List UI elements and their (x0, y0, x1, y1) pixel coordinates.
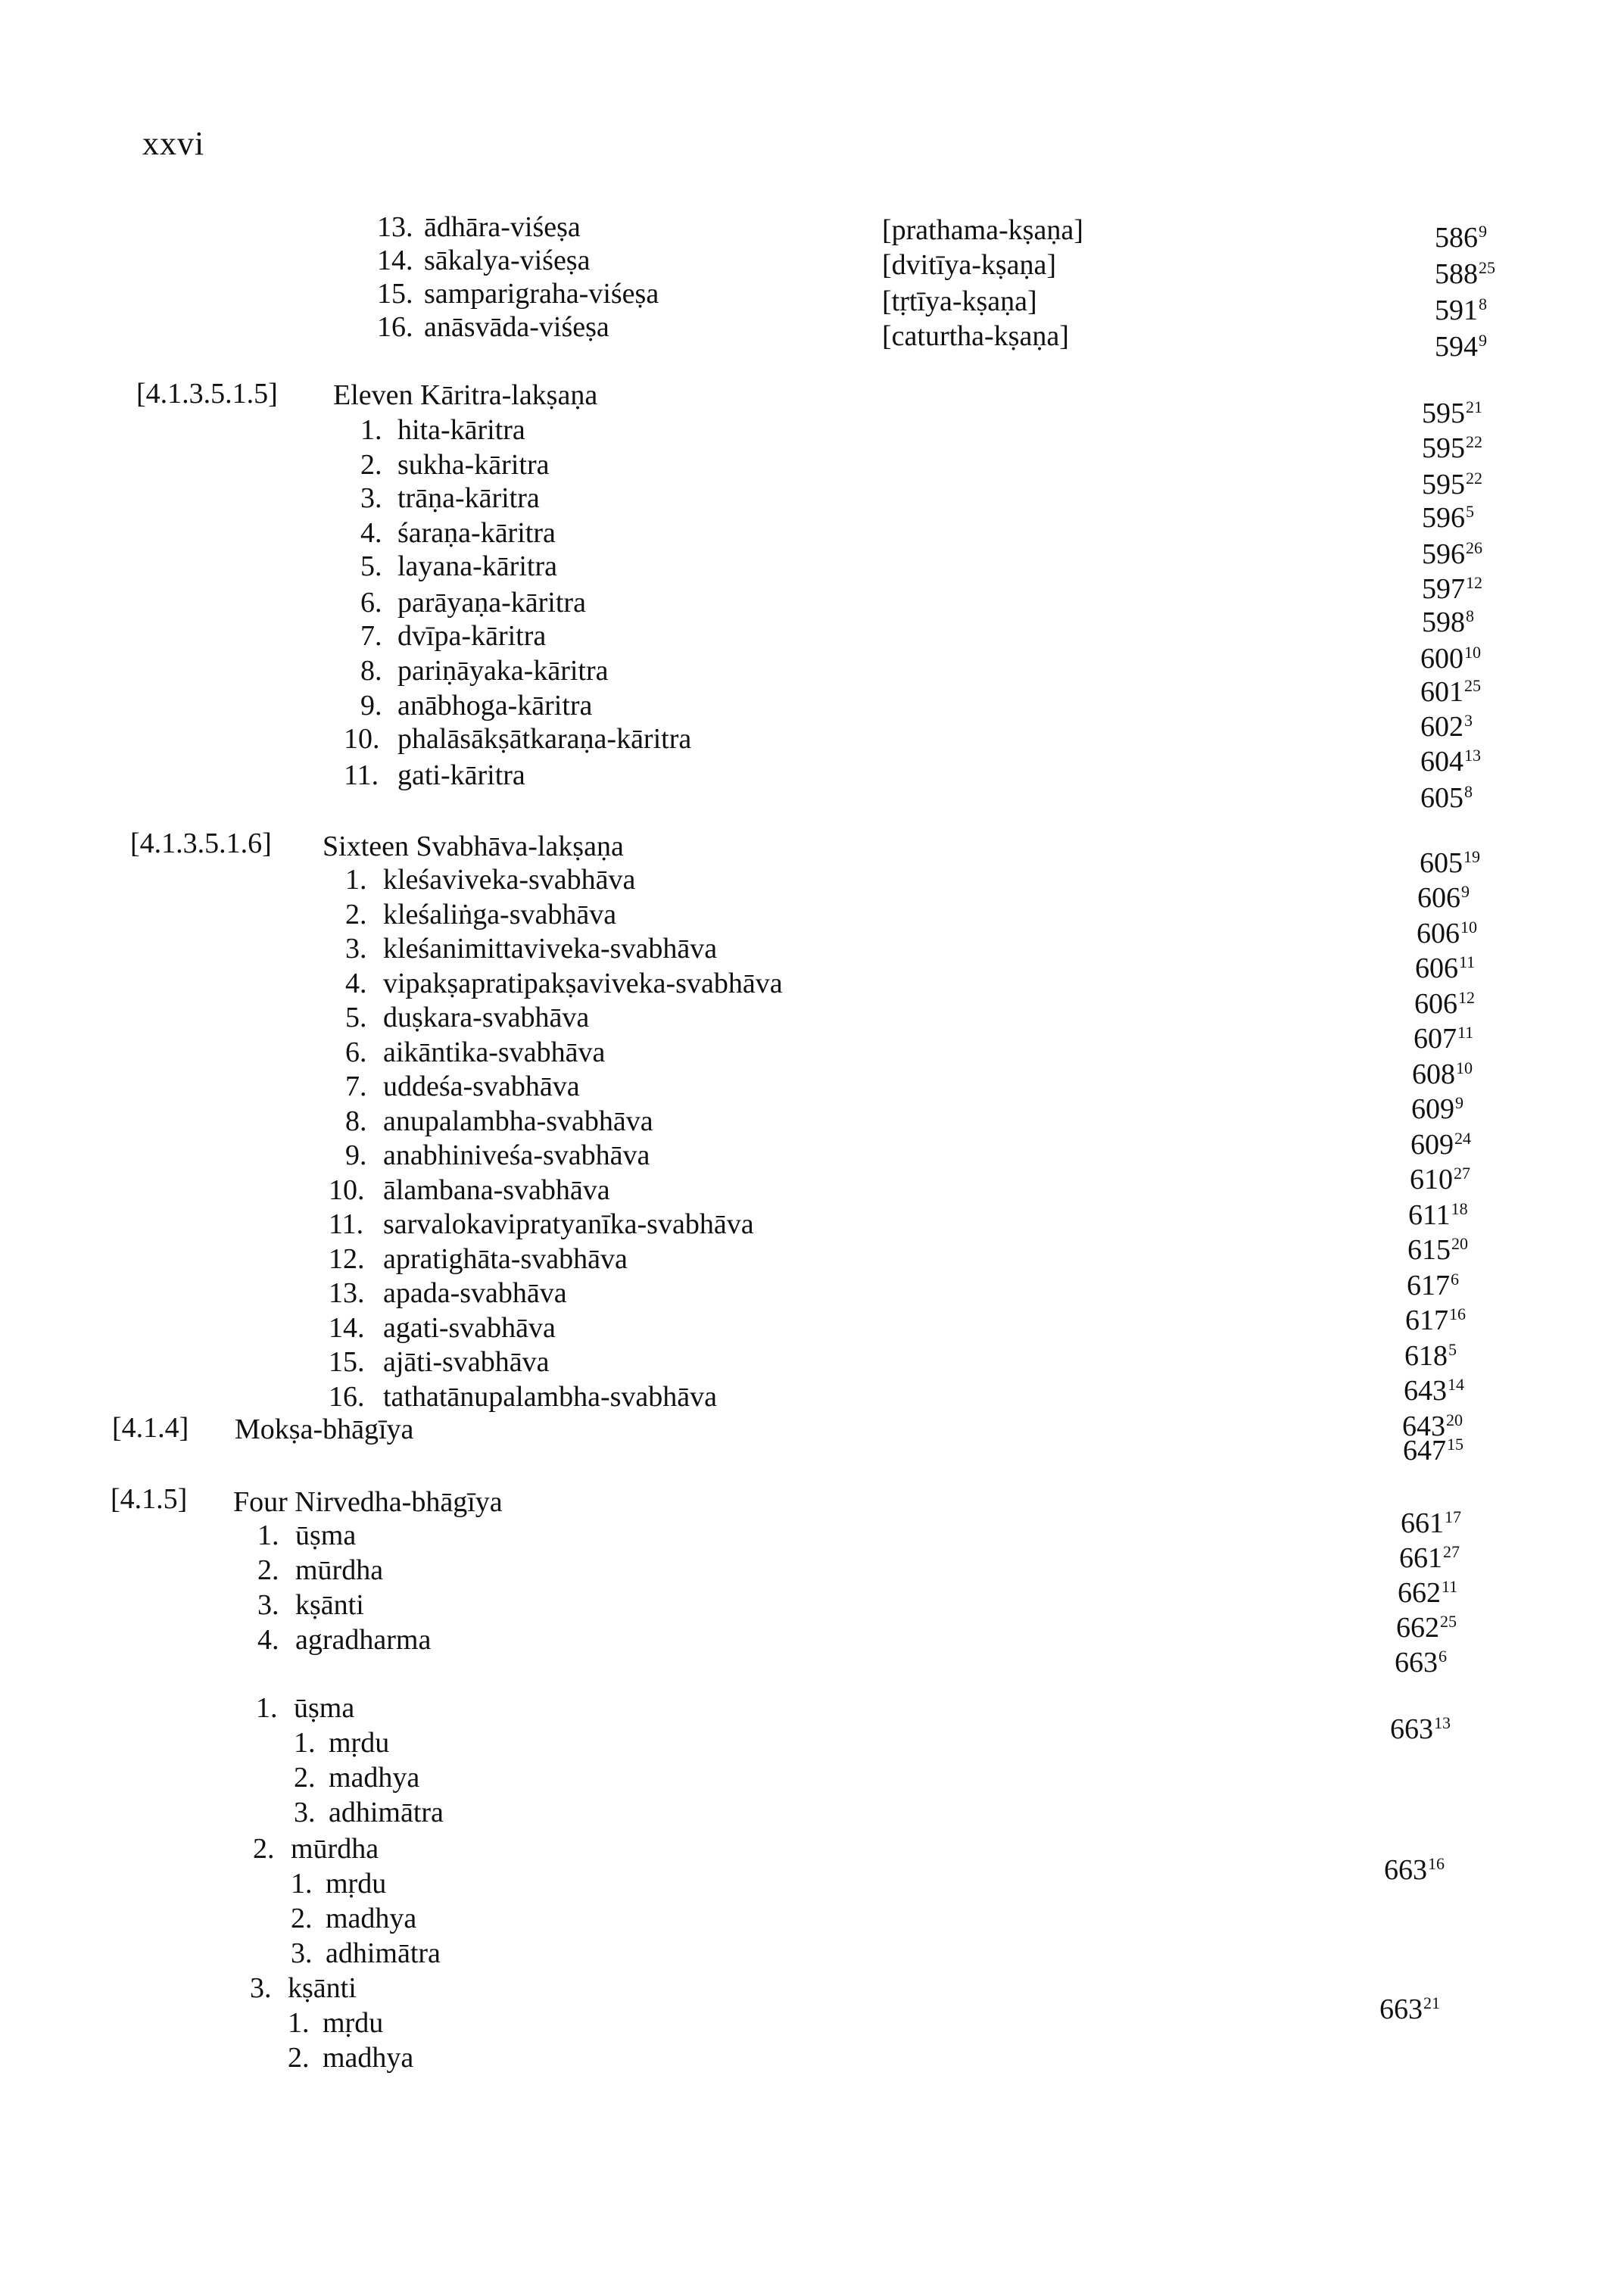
list-item-number: 9. (345, 1139, 367, 1171)
page-reference: $606^9$ (1417, 882, 1470, 914)
page-reference: $606^{12}$ (1414, 987, 1475, 1020)
page-reference: $605^{19}$ (1420, 847, 1480, 879)
page-reference: $662^{11}$ (1398, 1577, 1458, 1609)
list-item-number: 1. (257, 1519, 279, 1551)
list-item-term: anābhoga-kāritra (397, 690, 593, 722)
page-reference: $595^{21}$ (1422, 397, 1482, 429)
page-reference: $602^3$ (1420, 711, 1473, 743)
section-reference: [4.1.5] (111, 1483, 188, 1515)
list-item-term: śaraṇa-kāritra (397, 517, 556, 549)
list-item-number: 7. (345, 1071, 367, 1102)
list-item-term: samparigraha-viśeṣa (424, 278, 659, 310)
list-item-number: 10. (344, 723, 380, 755)
page-reference: $661^{27}$ (1399, 1542, 1460, 1574)
page-reference: $643^{14}$ (1404, 1375, 1464, 1407)
page-reference: $610^{27}$ (1410, 1164, 1470, 1195)
list-item-term: tathatānupalambha-svabhāva (383, 1380, 718, 1413)
list-item-number: 6. (345, 1036, 367, 1068)
page-reference: $586^9$ (1435, 222, 1487, 254)
list-item-number: 16. (377, 311, 413, 343)
section-title: Four Nirvedha-bhāgīya (233, 1486, 503, 1518)
group-term: kṣānti (288, 1972, 357, 2004)
list-item-number: 13. (377, 211, 413, 243)
page-reference: $597^{12}$ (1422, 573, 1482, 605)
list-item-number: 1. (345, 864, 367, 896)
list-item-term: layana-kāritra (397, 550, 557, 582)
list-item-number: 15. (329, 1346, 365, 1378)
sub-item-number: 2. (288, 2042, 310, 2074)
list-item-term: agati-svabhāva (383, 1311, 556, 1344)
list-item-number: 10. (329, 1173, 365, 1206)
sub-item-term: mṛdu (323, 2007, 384, 2039)
page-reference: $647^{15}$ (1403, 1435, 1463, 1466)
section-reference: [4.1.4] (112, 1412, 189, 1444)
page-reference: $615^{20}$ (1407, 1234, 1468, 1266)
sub-item-number: 2. (291, 1903, 313, 1934)
list-item-term: kṣānti (295, 1589, 364, 1621)
list-item-term: uddeśa-svabhāva (383, 1071, 580, 1102)
list-item-number: 11. (344, 759, 379, 791)
list-item-number: 3. (257, 1589, 279, 1621)
sub-item-term: madhya (323, 2042, 414, 2074)
page-reference: $663^{13}$ (1390, 1713, 1451, 1745)
list-item-term: apratighāta-svabhāva (383, 1242, 628, 1275)
list-item-term: duṣkara-svabhāva (383, 1002, 590, 1033)
page-reference: $609^9$ (1411, 1093, 1463, 1125)
sub-item-number: 1. (288, 2007, 310, 2039)
list-item-term: ālambana-svabhāva (383, 1173, 610, 1206)
list-item-gloss: [tṛtīya-kṣaṇa] (882, 285, 1037, 317)
list-item-term: apada-svabhāva (383, 1277, 567, 1309)
list-item-term: ūṣma (295, 1519, 357, 1551)
group-term: mūrdha (291, 1833, 379, 1865)
page-reference: $618^5$ (1404, 1339, 1457, 1372)
group-term: ūṣma (294, 1692, 355, 1724)
list-item-term: kleśanimittaviveka-svabhāva (383, 933, 718, 965)
list-item-number: 2. (257, 1554, 279, 1586)
list-item-term: aikāntika-svabhāva (383, 1036, 606, 1068)
sub-item-term: madhya (326, 1903, 417, 1934)
sub-item-number: 3. (294, 1797, 316, 1828)
page-reference: $663^{21}$ (1379, 1993, 1440, 2025)
list-item-number: 4. (345, 967, 367, 999)
list-item-term: sarvalokavipratyanīka-svabhāva (383, 1208, 754, 1240)
page-reference: $604^{13}$ (1420, 746, 1481, 778)
list-item-gloss: [caturtha-kṣaṇa] (882, 320, 1069, 352)
list-item-term: kleśaviveka-svabhāva (383, 864, 636, 896)
list-item-term: parāyaṇa-kāritra (397, 587, 586, 619)
sub-item-term: mṛdu (329, 1727, 390, 1759)
list-item-number: 14. (377, 245, 413, 276)
page-reference: $595^{22}$ (1422, 432, 1482, 464)
list-item-term: gati-kāritra (397, 759, 525, 791)
page-reference: $606^{11}$ (1415, 952, 1476, 984)
list-item-term: sākalya-viśeṣa (424, 245, 591, 276)
list-item-term: anupalambha-svabhāva (383, 1105, 653, 1137)
list-item-number: 11. (329, 1208, 364, 1240)
group-number: 3. (250, 1972, 272, 2004)
group-number: 1. (256, 1692, 278, 1724)
list-item-number: 1. (360, 414, 382, 446)
list-item-number: 4. (360, 517, 382, 549)
page-reference: $609^{24}$ (1410, 1128, 1471, 1161)
sub-item-term: madhya (329, 1762, 420, 1794)
page-reference: $663^{16}$ (1384, 1854, 1445, 1886)
list-item-number: 14. (329, 1311, 365, 1344)
list-item-term: agradharma (295, 1624, 432, 1656)
list-item-number: 6. (360, 587, 382, 619)
page-reference: $608^{10}$ (1412, 1058, 1473, 1090)
page-reference: $601^{25}$ (1420, 676, 1481, 708)
section-title: Mokṣa-bhāgīya (235, 1413, 414, 1445)
group-number: 2. (253, 1833, 275, 1865)
page-reference: $643^{20}$ (1402, 1410, 1463, 1442)
list-item-term: trāṇa-kāritra (397, 482, 540, 514)
page-number-label: xxvi (142, 125, 205, 162)
sub-item-term: mṛdu (326, 1868, 387, 1900)
list-item-term: ādhāra-viśeṣa (424, 211, 581, 243)
list-item-number: 2. (360, 449, 382, 481)
section-reference: [4.1.3.5.1.6] (130, 828, 272, 859)
section-title: Sixteen Svabhāva-lakṣaṇa (323, 831, 624, 862)
page-reference: $594^9$ (1435, 331, 1487, 363)
list-item-number: 7. (360, 620, 382, 652)
sub-item-number: 1. (291, 1868, 313, 1900)
list-item-number: 2. (345, 898, 367, 930)
list-item-gloss: [prathama-kṣaṇa] (882, 214, 1083, 246)
list-item-term: hita-kāritra (397, 414, 525, 446)
list-item-term: phalāsākṣātkaraṇa-kāritra (397, 723, 692, 755)
section-title: Eleven Kāritra-lakṣaṇa (333, 379, 598, 411)
page-reference: $600^{10}$ (1420, 643, 1481, 675)
sub-item-term: adhimātra (326, 1937, 441, 1969)
section-reference: [4.1.3.5.1.5] (136, 378, 278, 410)
page-reference: $596^{26}$ (1422, 538, 1482, 570)
list-item-gloss: [dvitīya-kṣaṇa] (882, 249, 1057, 281)
page-reference: $611^{18}$ (1408, 1198, 1468, 1231)
page-reference: $591^8$ (1435, 295, 1487, 326)
list-item-number: 5. (360, 550, 382, 582)
list-item-number: 9. (360, 690, 382, 722)
list-item-term: kleśaliṅga-svabhāva (383, 898, 617, 930)
list-item-term: mūrdha (295, 1554, 384, 1586)
list-item-number: 3. (360, 482, 382, 514)
list-item-number: 15. (377, 278, 413, 310)
page-reference: $617^6$ (1407, 1269, 1459, 1301)
page-reference: $663^6$ (1395, 1647, 1447, 1678)
list-item-number: 8. (360, 655, 382, 687)
page-reference: $617^{16}$ (1405, 1304, 1466, 1336)
list-item-number: 16. (329, 1380, 365, 1413)
list-item-number: 8. (345, 1105, 367, 1137)
sub-item-term: adhimātra (329, 1797, 444, 1828)
list-item-term: vipakṣapratipakṣaviveka-svabhāva (383, 967, 783, 999)
list-item-number: 12. (329, 1242, 365, 1275)
list-item-number: 4. (257, 1624, 279, 1656)
page-reference: $662^{25}$ (1396, 1612, 1457, 1644)
page-reference: $595^{22}$ (1422, 469, 1482, 500)
list-item-term: dvīpa-kāritra (397, 620, 547, 652)
list-item-number: 3. (345, 933, 367, 965)
page-reference: $596^5$ (1422, 502, 1474, 534)
page-reference: $605^8$ (1420, 782, 1473, 814)
page-reference: $661^{17}$ (1401, 1507, 1461, 1539)
page-reference: $588^{25}$ (1435, 258, 1495, 290)
list-item-term: anabhiniveśa-svabhāva (383, 1139, 650, 1171)
page-reference: $598^8$ (1422, 606, 1474, 638)
list-item-number: 5. (345, 1002, 367, 1033)
page-reference: $606^{10}$ (1417, 917, 1477, 949)
sub-item-number: 2. (294, 1762, 316, 1794)
list-item-term: anāsvāda-viśeṣa (424, 311, 609, 343)
list-item-term: ajāti-svabhāva (383, 1346, 550, 1378)
sub-item-number: 3. (291, 1937, 313, 1969)
sub-item-number: 1. (294, 1727, 316, 1759)
list-item-number: 13. (329, 1277, 365, 1309)
list-item-term: pariṇāyaka-kāritra (397, 655, 609, 687)
page-reference: $607^{11}$ (1414, 1023, 1474, 1055)
list-item-term: sukha-kāritra (397, 449, 550, 481)
